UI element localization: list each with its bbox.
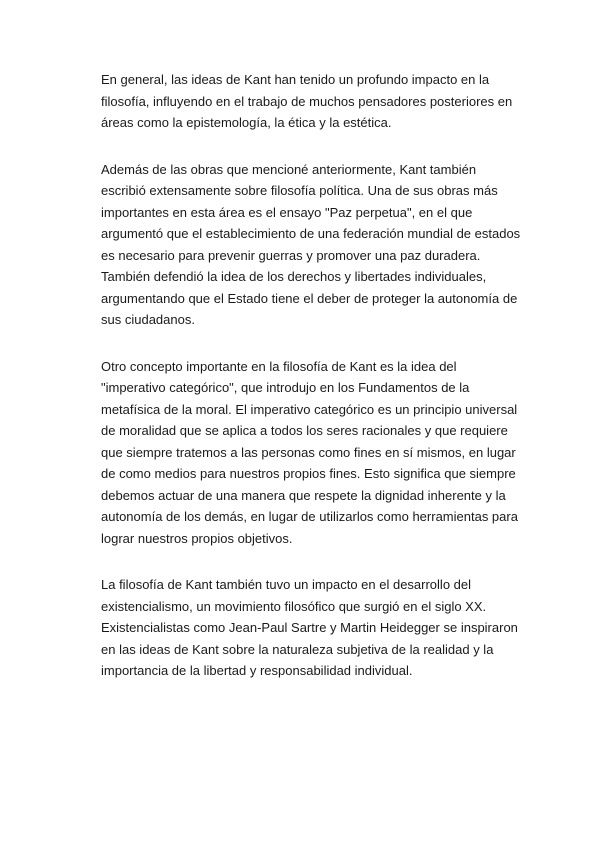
text-line: de moralidad que se aplica a todos los seres racionales y que requiere xyxy=(101,423,508,438)
text-line: de como medios para nuestros propios fines. Esto significa que siempre xyxy=(101,466,516,481)
text-line: importancia de la libertad y responsabilidad individual. xyxy=(101,663,413,678)
text-line: áreas como la epistemología, la ética y la estética. xyxy=(101,115,392,130)
text-line: argumentando que el Estado tiene el deber de proteger la autonomía de xyxy=(101,290,518,306)
paragraph-existentialism xyxy=(101,574,525,682)
text-line: La filosofía de Kant también tuvo un impacto en el desarrollo del xyxy=(101,577,472,592)
text-line: Otro concepto importante en la filosofía de Kant es la idea del xyxy=(101,358,457,374)
paragraph-political-philosophy xyxy=(101,159,525,331)
text-line: es necesario para prevenir guerras y promover una paz duradera. xyxy=(101,247,481,263)
document-body xyxy=(101,69,525,707)
text-line: escribió extensamente sobre filosofía política. Una de sus obras más xyxy=(101,183,498,198)
text-line: Existencialistas como Jean-Paul Sartre y Martin Heidegger se inspiraron xyxy=(101,620,518,635)
text-line: sus ciudadanos. xyxy=(101,312,195,327)
text-line: debemos actuar de una manera que respete la dignidad inherente y la xyxy=(101,487,506,503)
text-line: En general, las ideas de Kant han tenido un profundo impacto en la xyxy=(101,72,490,87)
text-line: importantes en esta área es el ensayo "Paz perpetua", en el que xyxy=(101,204,473,220)
text-line: Además de las obras que mencioné anteriormente, Kant también xyxy=(101,161,477,177)
text-line: en las ideas de Kant sobre la naturaleza subjetiva de la realidad y la xyxy=(101,641,494,657)
text-line: autonomía de los demás, en lugar de utilizarlos como herramientas para xyxy=(101,509,518,524)
text-line: que siempre tratemos a las personas como fines en sí mismos, en lugar xyxy=(101,444,516,460)
text-line: existencialismo, un movimiento filosófico que surgió en el siglo XX. xyxy=(101,598,487,614)
text-line: "imperativo categórico", que introdujo en los Fundamentos de la xyxy=(101,380,470,395)
text-line: filosofía, influyendo en el trabajo de muchos pensadores posteriores en xyxy=(101,93,513,109)
paragraph-kant-impact xyxy=(101,69,525,134)
text-line: metafísica de la moral. El imperativo categórico es un principio universal xyxy=(101,401,518,417)
text-line: argumentó que el establecimiento de una federación mundial de estados xyxy=(101,226,521,241)
paragraph-categorical-imperative xyxy=(101,356,525,550)
text-line: También defendió la idea de los derechos y libertades individuales, xyxy=(101,269,487,284)
text-line: lograr nuestros propios objetivos. xyxy=(101,530,293,546)
